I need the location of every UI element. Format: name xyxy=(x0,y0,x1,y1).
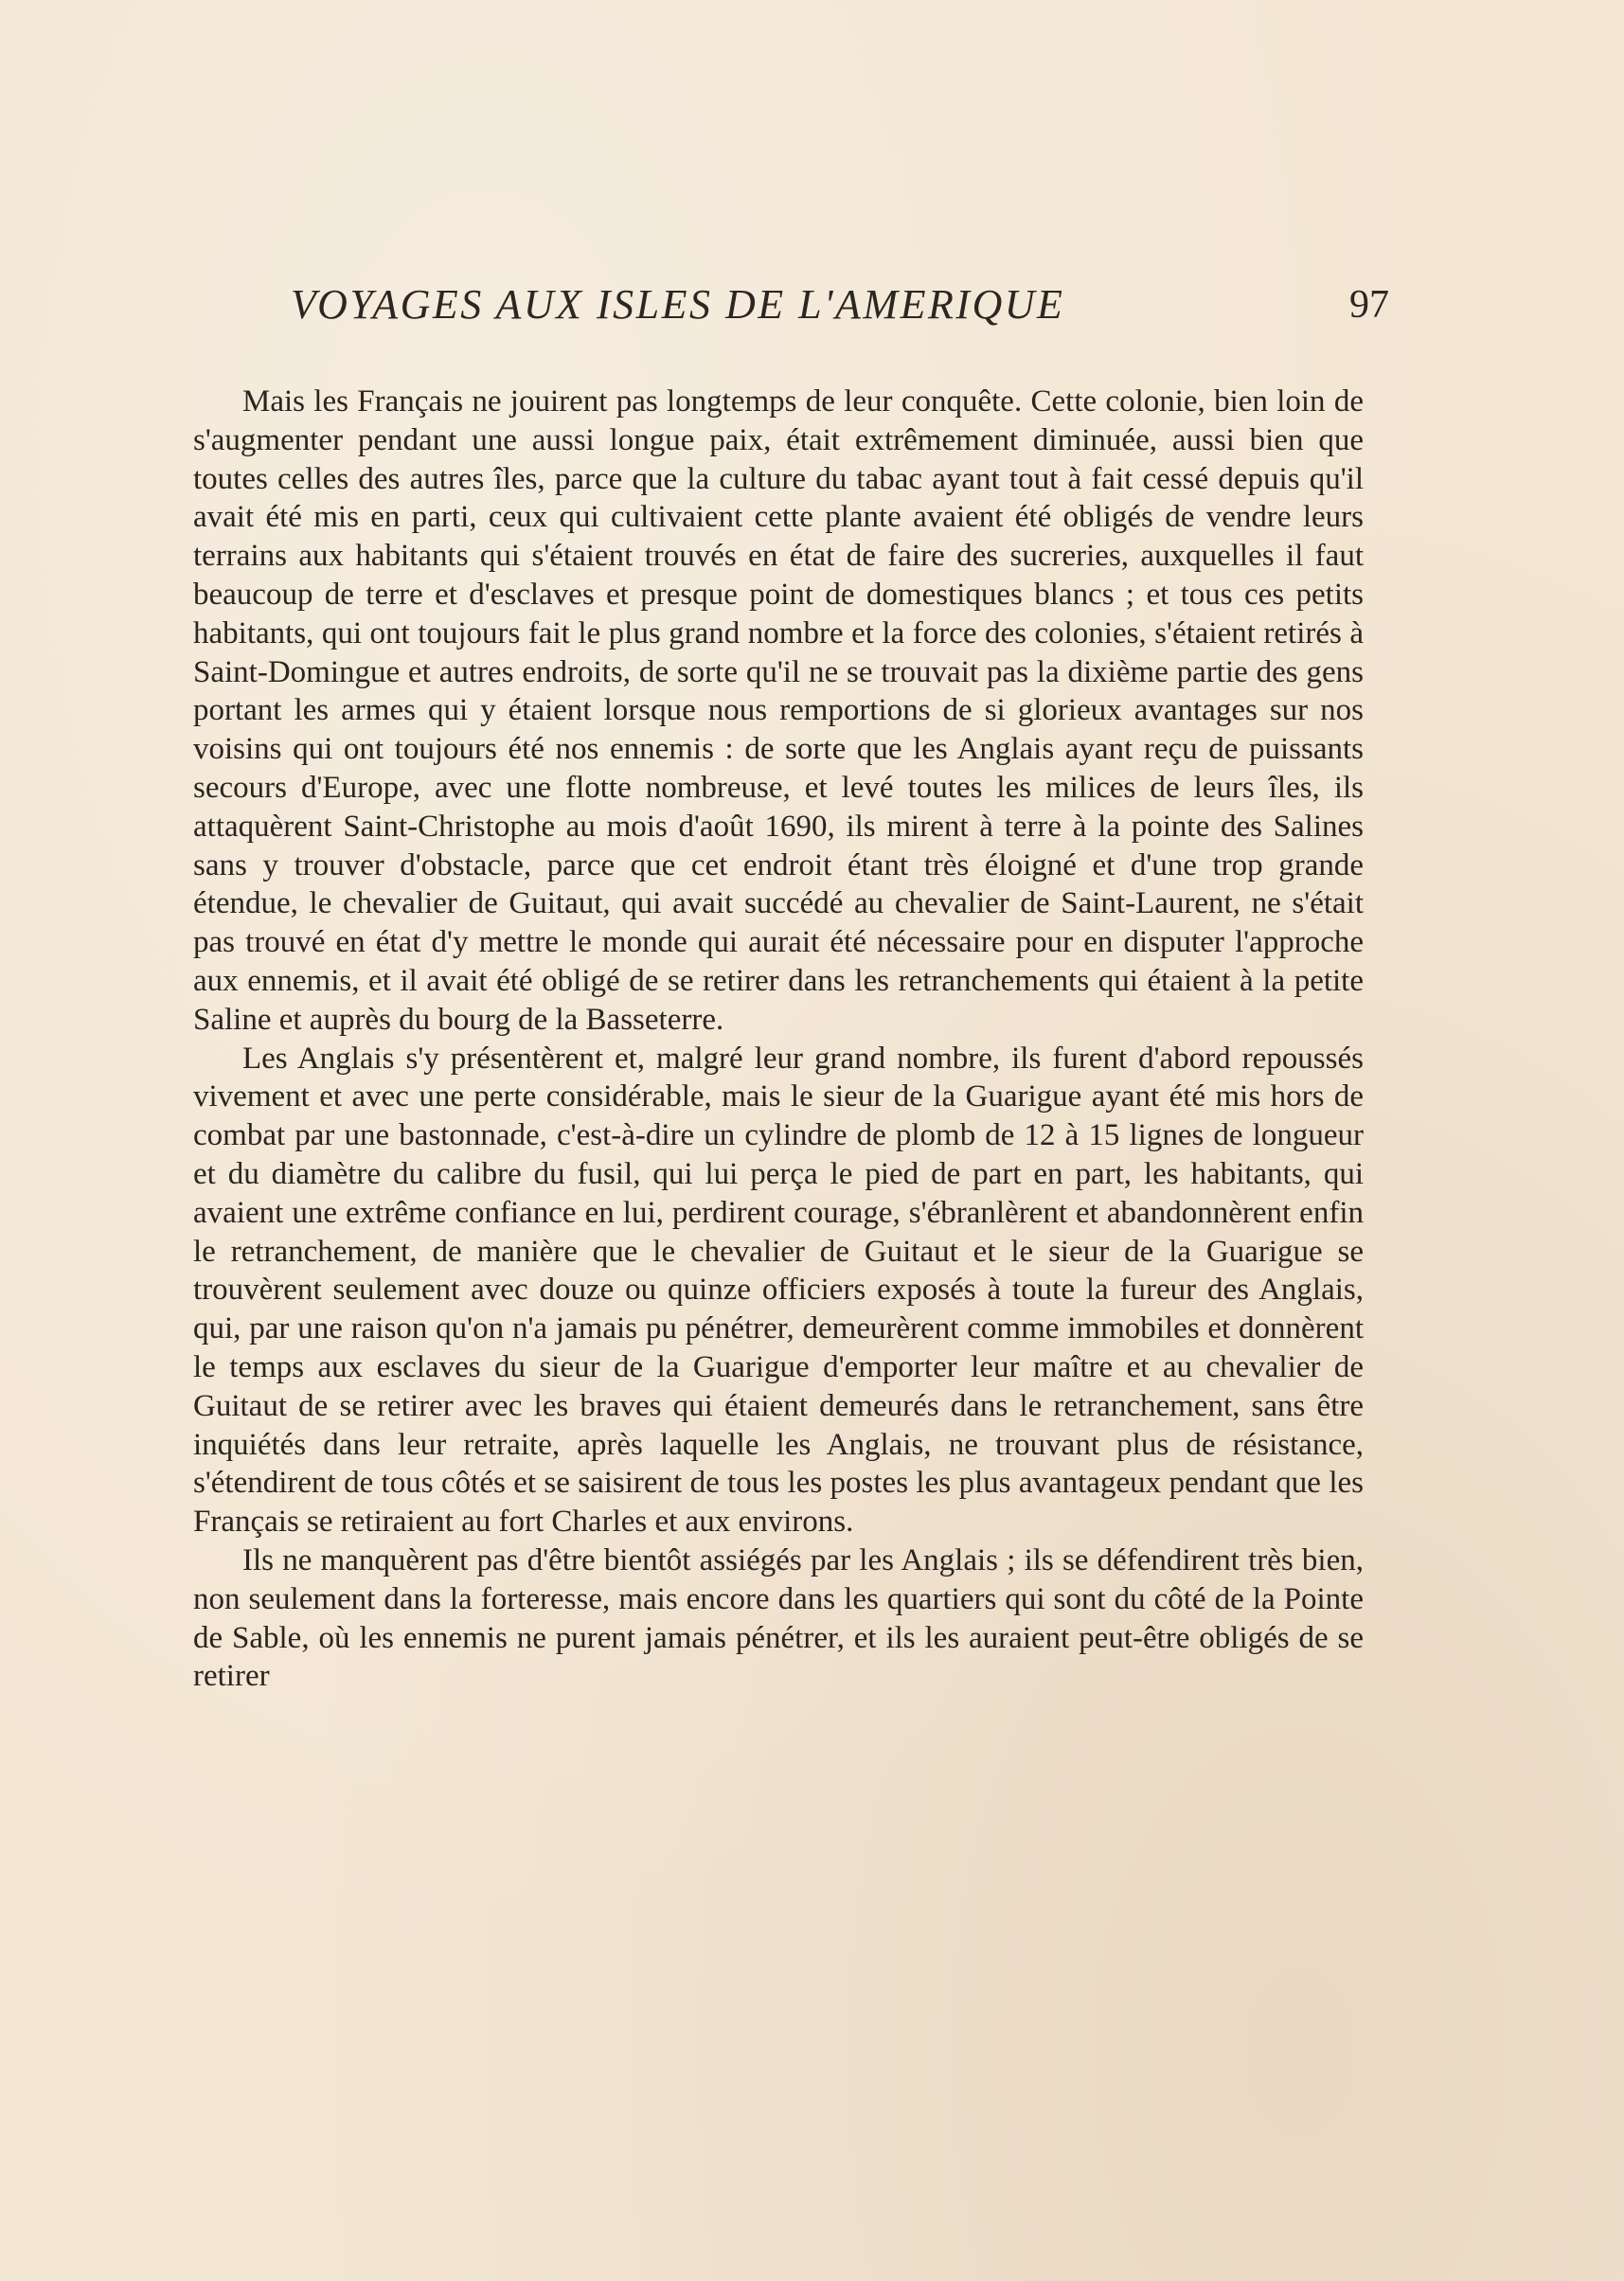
running-title: VOYAGES AUX ISLES DE L'AMERIQUE xyxy=(291,281,1065,328)
paragraph-1: Mais les Français ne jouirent pas longtemps de leur conquête. Cette colonie, bien loin de s'augmenter pendant une aussi longue paix, était extrêmement diminuée, aussi bien que toutes celles des autres îles, parce que la culture du tabac ayant tout à fait cessé depuis qu'il avait été mis en parti, ceux qui cultivaient cette plante avaient été obligés de vendre leurs terrains aux habitants qui s'étaient trouvés en état de faire des sucreries, auxquelles il faut beaucoup de terre et d'esclaves et presque point de domestiques blancs ; et tous ces petits habitants, qui ont toujours fait le plus grand nombre et la force des colonies, s'étaient retirés à Saint-Domingue et autres endroits, de sorte qu'il ne se trouvait pas la dixième partie des gens portant les armes qui y étaient lorsque nous remportions de si glorieux avantages sur nos voisins qui ont toujours été nos ennemis : de sorte que les Anglais ayant reçu de puissants secours d'Europe, avec une flotte nombreuse, et levé toutes les milices de leurs îles, ils attaquèrent Saint-Christophe au mois d'août 1690, ils mirent à terre à la pointe des Salines sans y trouver d'obstacle, parce que cet endroit étant très éloigné et d'une trop grande étendue, le chevalier de Guitaut, qui avait succédé au chevalier de Saint-Laurent, ne s'était pas trouvé en état d'y mettre le monde qui aurait été nécessaire pour en disputer l'approche aux ennemis, et il avait été obligé de se retirer dans les retranchements qui étaient à la petite Saline et auprès du bourg de la Basseterre. xyxy=(193,384,1364,1037)
paragraph-3: Ils ne manquèrent pas d'être bientôt assiégés par les Anglais ; ils se défendirent très bien, non seulement dans la forteresse, mais encore dans les quartiers qui sont du côté de la Pointe de Sable, où les ennemis ne purent jamais pénétrer, et ils les auraient peut-être obligés de se retirer xyxy=(193,1542,1364,1694)
page-number: 97 xyxy=(1349,283,1389,327)
body-text xyxy=(193,383,1364,1696)
paragraph-2: Les Anglais s'y présentèrent et, malgré leur grand nombre, ils furent d'abord repoussés vivement et avec une perte considérable, mais le sieur de la Guarigue ayant été mis hors de combat par une bastonnade, c'est-à-dire un cylindre de plomb de 12 à 15 lignes de longueur et du diamètre du calibre du fusil, qui lui perça le pied de part en part, les habitants, qui avaient une extrême confiance en lui, perdirent courage, s'ébranlèrent et abandonnèrent enfin le retranchement, de manière que le chevalier de Guitaut et le sieur de la Guarigue se trouvèrent seulement avec douze ou quinze officiers exposés à toute la fureur des Anglais, qui, par une raison qu'on n'a jamais pu pénétrer, demeurèrent comme immobiles et donnèrent le temps aux esclaves du sieur de la Guarigue d'emporter leur maître et au chevalier de Guitaut de se retirer avec les braves qui étaient demeurés dans le retranchement, sans être inquiétés dans leur retraite, après laquelle les Anglais, ne trouvant plus de résistance, s'étendirent de tous côtés et se saisirent de tous les postes les plus avantageux pendant que les Français se retiraient au fort Charles et aux environs. xyxy=(193,1041,1364,1540)
running-header xyxy=(291,280,1389,356)
